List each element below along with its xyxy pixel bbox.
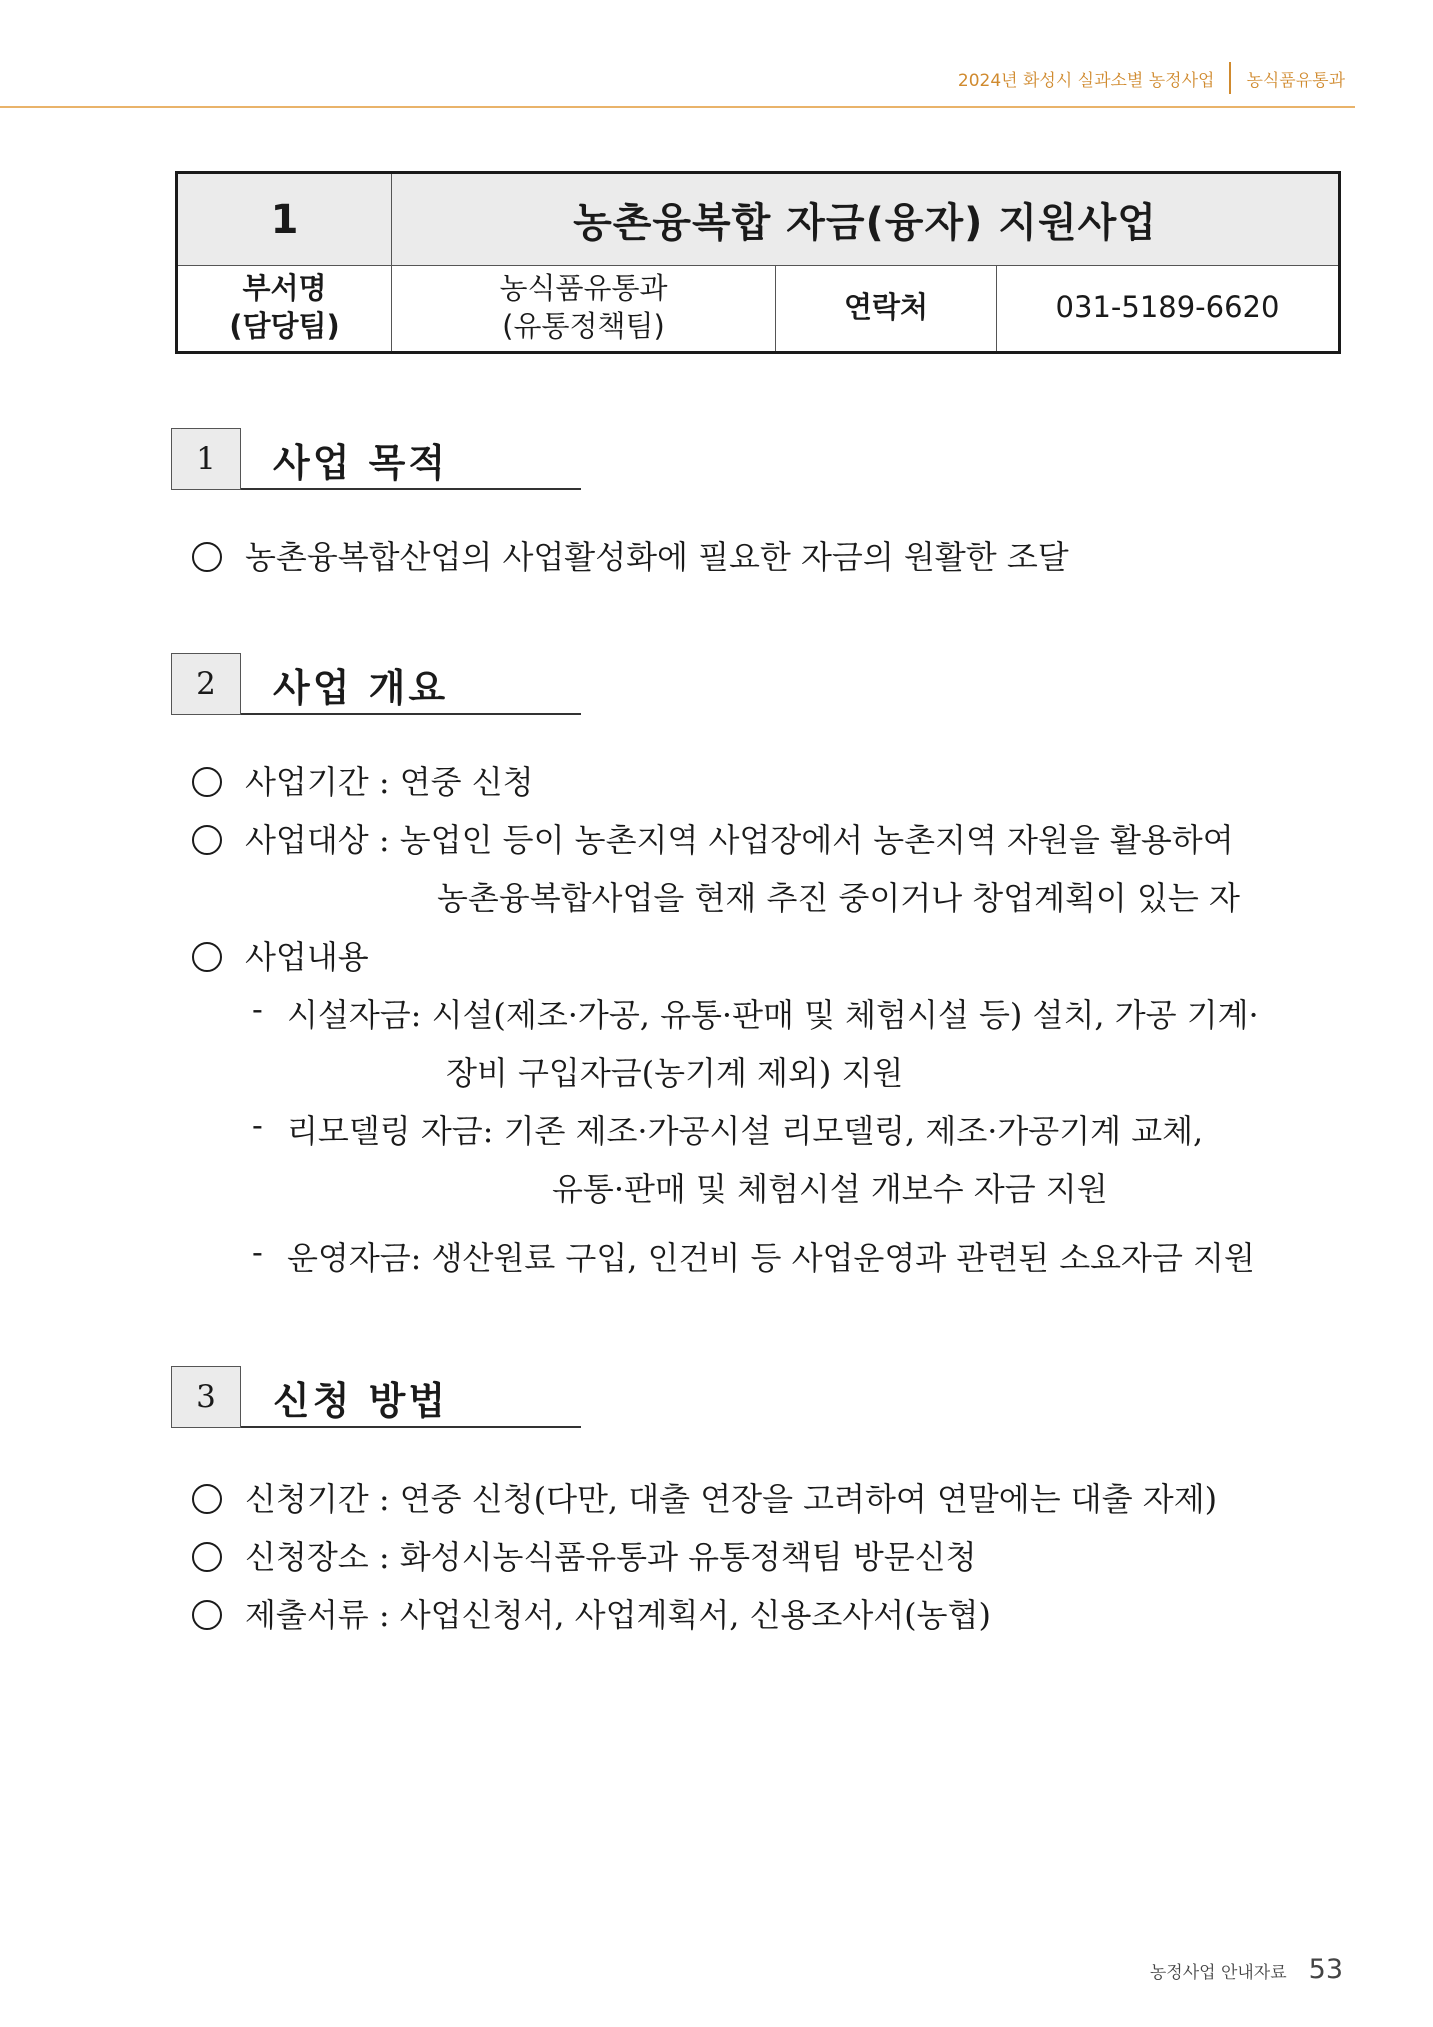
section-heading-purpose: [171, 428, 581, 490]
circle-bullet-icon: [192, 1542, 222, 1572]
section-rule: [241, 488, 581, 490]
section-title: 신청 방법: [273, 1378, 449, 1423]
program-title: 농촌융복합 자금(융자) 지원사업: [573, 200, 1157, 246]
target-line: 사업대상 : 농업인 등이 농촌지역 사업장에서 농촌지역 자원을 활용하여: [245, 821, 1234, 859]
contact-label: 연락처: [776, 265, 997, 351]
header-separator: [1229, 62, 1231, 94]
purpose-line: 농촌융복합산업의 사업활성화에 필요한 자금의 원활한 조달: [245, 538, 1069, 576]
section-heading-application: [171, 1366, 581, 1428]
circle-bullet-icon: [192, 1600, 222, 1630]
facility-fund-line-continued: 장비 구입자금(농기계 제외) 지원: [446, 1054, 904, 1092]
circle-bullet-icon: [192, 1484, 222, 1514]
period-line: 사업기간 : 연중 신청: [245, 763, 534, 801]
section-rule: [241, 713, 581, 715]
title-table: [175, 171, 1341, 354]
contact-phone: 031-5189-6620: [1055, 290, 1280, 325]
dept-label-cell: [178, 265, 392, 351]
program-number: 1: [178, 174, 392, 265]
running-header: [958, 62, 1345, 94]
application-period-line: 신청기간 : 연중 신청(다만, 대출 연장을 고려하여 연말에는 대출 자제): [245, 1480, 1218, 1518]
content-line: 사업내용: [245, 938, 369, 976]
dash-bullet: -: [252, 990, 263, 1028]
circle-bullet-icon: [192, 825, 222, 855]
dept-label-line2: (담당팀): [229, 309, 340, 343]
page-footer: [1150, 1954, 1343, 1985]
application-place-line: 신청장소 : 화성시농식품유통과 유통정책팀 방문신청: [245, 1538, 977, 1576]
dash-bullet: -: [252, 1106, 263, 1144]
remodeling-fund-line-continued: 유통·판매 및 체험시설 개보수 자금 지원: [552, 1170, 1108, 1208]
operating-fund-line: 운영자금: 생산원료 구입, 인건비 등 사업운영과 관련된 소요자금 지원: [287, 1239, 1255, 1277]
section-heading-overview: [171, 653, 581, 715]
dept-value-line1: 농식품유통과: [499, 271, 668, 306]
running-header-department: 농식품유통과: [1246, 70, 1345, 91]
footer-text: 농정사업 안내자료: [1149, 1963, 1287, 1983]
target-line-continued: 농촌융복합사업을 현재 추진 중이거나 창업계획이 있는 자: [437, 879, 1240, 917]
circle-bullet-icon: [192, 542, 222, 572]
section-title: 사업 개요: [273, 665, 449, 710]
section-title: 사업 목적: [273, 440, 449, 485]
header-rule: [0, 106, 1355, 108]
page-number: 53: [1308, 1954, 1343, 1985]
info-row: [178, 265, 1338, 351]
section-number-box: 2: [171, 653, 241, 715]
title-row: [178, 174, 1338, 266]
dash-bullet: -: [252, 1233, 263, 1271]
section-number-box: 3: [171, 1366, 241, 1428]
circle-bullet-icon: [192, 767, 222, 797]
dept-value-line2: (유통정책팀): [502, 309, 665, 343]
required-documents-line: 제출서류 : 사업신청서, 사업계획서, 신용조사서(농협): [245, 1596, 991, 1634]
circle-bullet-icon: [192, 942, 222, 972]
running-header-title: 2024년 화성시 실과소별 농정사업: [957, 70, 1215, 91]
section-number-box: 1: [171, 428, 241, 490]
dept-value-cell: [392, 265, 776, 351]
dept-label-line1: 부서명: [242, 271, 327, 306]
remodeling-fund-line: 리모델링 자금: 기존 제조·가공시설 리모델링, 제조·가공기계 교체,: [287, 1112, 1204, 1150]
facility-fund-line: 시설자금: 시설(제조·가공, 유통·판매 및 체험시설 등) 설치, 가공 기계·: [287, 996, 1259, 1034]
section-rule: [241, 1426, 581, 1428]
